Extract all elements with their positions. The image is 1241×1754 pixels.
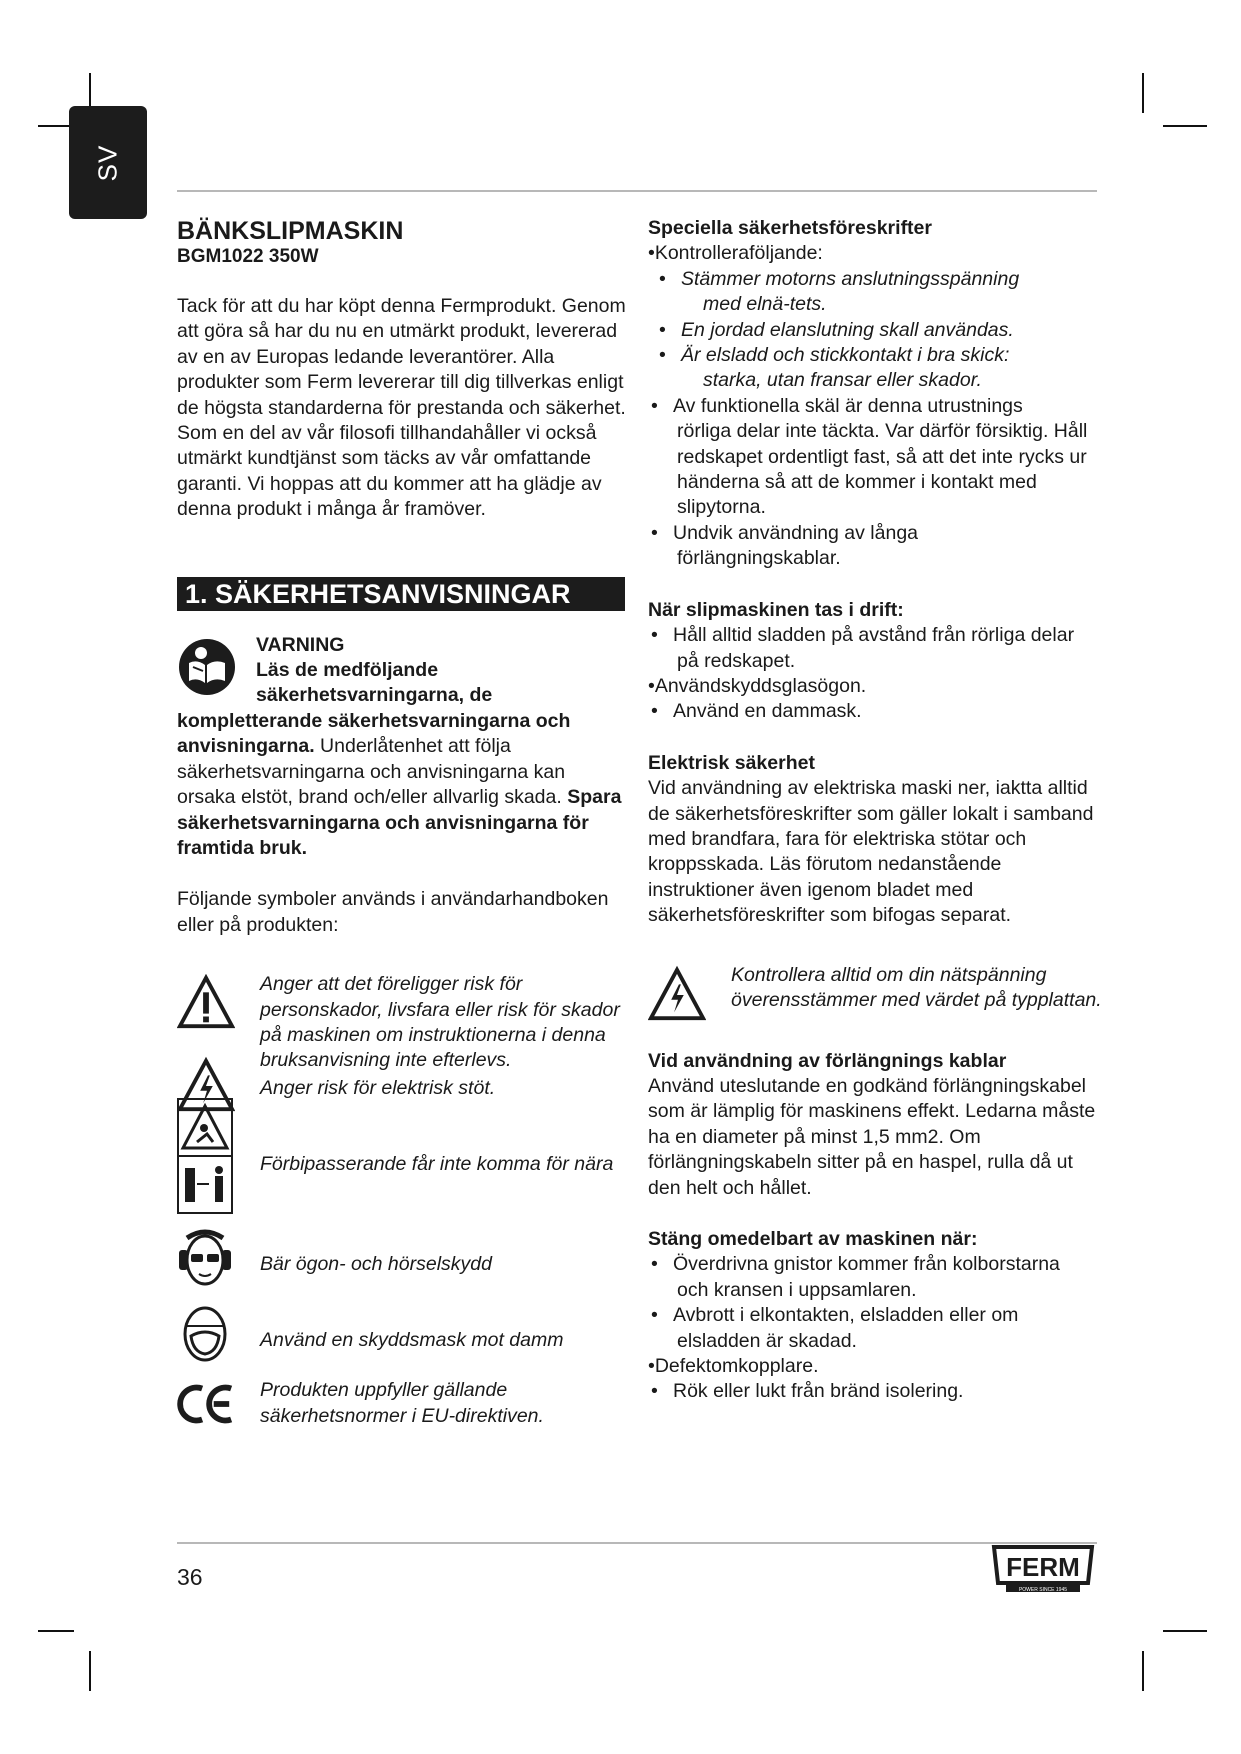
electric-title: Elektrisk säkerhet bbox=[648, 751, 815, 774]
general-list bbox=[648, 394, 1108, 572]
crop-mark bbox=[1163, 1630, 1207, 1632]
left-column bbox=[177, 216, 627, 1432]
voltage-text: Kontrollera alltid om din nätspänning överensstämmer med värdet på typplattan. bbox=[731, 963, 1102, 1011]
symbols-intro: Följande symboler används i användarhandboken eller på produkten: bbox=[177, 888, 609, 936]
stop-title: Stäng omedelbart av maskinen när: bbox=[648, 1228, 978, 1250]
warning-line-1: Läs de medföljande bbox=[256, 659, 439, 682]
symbol-text: Anger risk för elektrisk stöt. bbox=[260, 1077, 496, 1100]
document-title: BÄNKSLIPMASKIN bbox=[177, 217, 404, 245]
list-item: • Stämmer motorns anslutningsspänning med elnä-tets. bbox=[648, 267, 1108, 318]
symbol-text: Förbipasserande får inte komma för nära bbox=[260, 1153, 614, 1176]
electric-shock-icon bbox=[648, 965, 706, 1023]
ce-mark-icon bbox=[177, 1382, 235, 1426]
stop-list bbox=[648, 1252, 1108, 1354]
warning-triangle-icon bbox=[177, 974, 235, 1030]
list-item: • Överdrivna gnistor kommer från kolborstarna och kransen i uppsamlaren. bbox=[648, 1252, 1108, 1303]
warning-bold-text: kompletterande säkerhetsvarningarna och anvisningarna. bbox=[177, 709, 571, 758]
eye-ear-protection-icon bbox=[177, 1228, 233, 1288]
list-item: • Är elsladd och stickkontakt i bra skick: starka, utan fransar eller skador. bbox=[648, 343, 1108, 394]
ferm-logo bbox=[990, 1545, 1096, 1593]
dust-mask-icon bbox=[177, 1304, 233, 1364]
crop-mark bbox=[1142, 1651, 1144, 1691]
warning-line-2: säkerhetsvarningarna, de bbox=[256, 684, 493, 707]
page-number: 36 bbox=[177, 1564, 203, 1590]
warning-save-text: Spara säkerhetsvarningarna och anvisningarna för framtida bruk. bbox=[177, 786, 622, 859]
section-heading: 1. SÄKERHETSANVISNINGAR bbox=[177, 577, 625, 611]
symbol-text: Anger att det föreligger risk för personskador, livsfara eller risk för skador på maskinen om instruktionerna i denna bruksanvisning inte efterlevs. bbox=[260, 973, 620, 1072]
symbol-row bbox=[177, 1152, 627, 1252]
symbol-text: Produkten uppfyller gällande säkerhetsnormer i EU-direktiven. bbox=[260, 1379, 544, 1427]
top-rule bbox=[177, 190, 1097, 192]
warning-normal-text: Underlåtenhet att följa säkerhetsvarningarna och anvisningarna kan orsaka elstöt, brand och/eller allvarlig skada. bbox=[177, 735, 566, 809]
list-item: • Rök eller lukt från bränd isolering. bbox=[648, 1379, 1108, 1404]
check-list bbox=[648, 267, 1108, 394]
intro-paragraph: Tack för att du har köpt denna Fermprodukt. Genom att göra så har du nu en utmärkt produkt, levererad av en av Europas ledande leverantörer. Alla produkter som Ferm levererar till dig tillverkas enligt de högsta standarderna för prestanda och säkerhet. Som en del av vår filosofi tillhandahåller vi också utmärkt kundtjänst som täcks av vår omfattande garanti. Vi hoppas att du kommer att ha glädje av denna produkt i många år framöver. bbox=[177, 295, 626, 521]
list-item: • En jordad elanslutning skall användas. bbox=[648, 318, 1108, 343]
warning-block bbox=[177, 633, 627, 862]
list-item: • Undvik användning av långa förlängningskablar. bbox=[648, 521, 1108, 572]
bottom-rule bbox=[177, 1542, 1097, 1544]
language-code: SV bbox=[92, 144, 123, 181]
keep-distance-icon bbox=[177, 1098, 233, 1214]
list-item: • Avbrott i elkontakten, elsladden eller om elsladden är skadad. bbox=[648, 1303, 1108, 1354]
stop-item: •Defektomkopplare. bbox=[648, 1355, 819, 1378]
symbol-text: Bär ögon- och hörselskydd bbox=[260, 1253, 492, 1276]
right-column bbox=[648, 216, 1108, 1405]
list-item: • Av funktionella skäl är denna utrustnings rörliga delar inte täckta. Var därför försiktig. Håll redskapet ordentligt fast, så att det inte rycks ur händerna så att de kommer i kontakt med slipytorna. bbox=[648, 394, 1108, 521]
electric-text: Vid användning av elektriska maski ner, iaktta alltid de säkerhetsföreskrifter som gäller lokalt i samband med brandfara, fara för elektriska stötar och kroppsskada. Läs förutom nedanstående instruktioner även igenom bladet med säkerhetsföreskrifter som bifogas separat. bbox=[648, 777, 1094, 927]
symbol-row bbox=[177, 1076, 627, 1152]
symbol-row bbox=[177, 1378, 627, 1432]
warning-text bbox=[177, 709, 627, 861]
symbol-text: Använd en skyddsmask mot damm bbox=[260, 1329, 564, 1352]
crop-mark bbox=[1142, 73, 1144, 113]
crop-mark bbox=[38, 1630, 74, 1632]
operation-item: •Användskyddsglasögon. bbox=[648, 674, 867, 697]
special-title: Speciella säkerhetsföreskrifter bbox=[648, 217, 932, 239]
operation-list-2 bbox=[648, 699, 1108, 724]
svg-text:FERM: FERM bbox=[1006, 1552, 1080, 1582]
svg-text:POWER SINCE 1945: POWER SINCE 1945 bbox=[1018, 1587, 1068, 1593]
language-tab bbox=[69, 106, 147, 219]
crop-mark bbox=[89, 1651, 91, 1691]
list-item: • Använd en dammask. bbox=[648, 699, 1108, 724]
stop-list-2 bbox=[648, 1379, 1108, 1404]
voltage-row bbox=[648, 963, 1108, 1049]
symbol-row bbox=[177, 972, 627, 1076]
read-manual-icon bbox=[177, 637, 237, 697]
list-item: • Håll alltid sladden på avstånd från rörliga delar på redskapet. bbox=[648, 623, 1108, 674]
extension-title: Vid användning av förlängnings kablar bbox=[648, 1049, 1007, 1072]
symbol-row bbox=[177, 1328, 627, 1378]
extension-text: Använd uteslutande en godkänd förlängningskabel som är lämplig för maskinens effekt. Ledarna måste ha en diameter på minst 1,5 mm2. Om förlängningskabeln sitter på en haspel, rulla då ut den helt och hållet. bbox=[648, 1074, 1096, 1199]
crop-mark bbox=[1163, 125, 1207, 127]
symbol-row bbox=[177, 1252, 627, 1328]
operation-title: När slipmaskinen tas i drift: bbox=[648, 598, 904, 621]
warning-label: VARNING bbox=[256, 633, 345, 656]
operation-list bbox=[648, 623, 1108, 674]
check-label: •Kontrolleraföljande: bbox=[648, 242, 823, 265]
model-number: BGM1022 350W bbox=[177, 246, 319, 267]
